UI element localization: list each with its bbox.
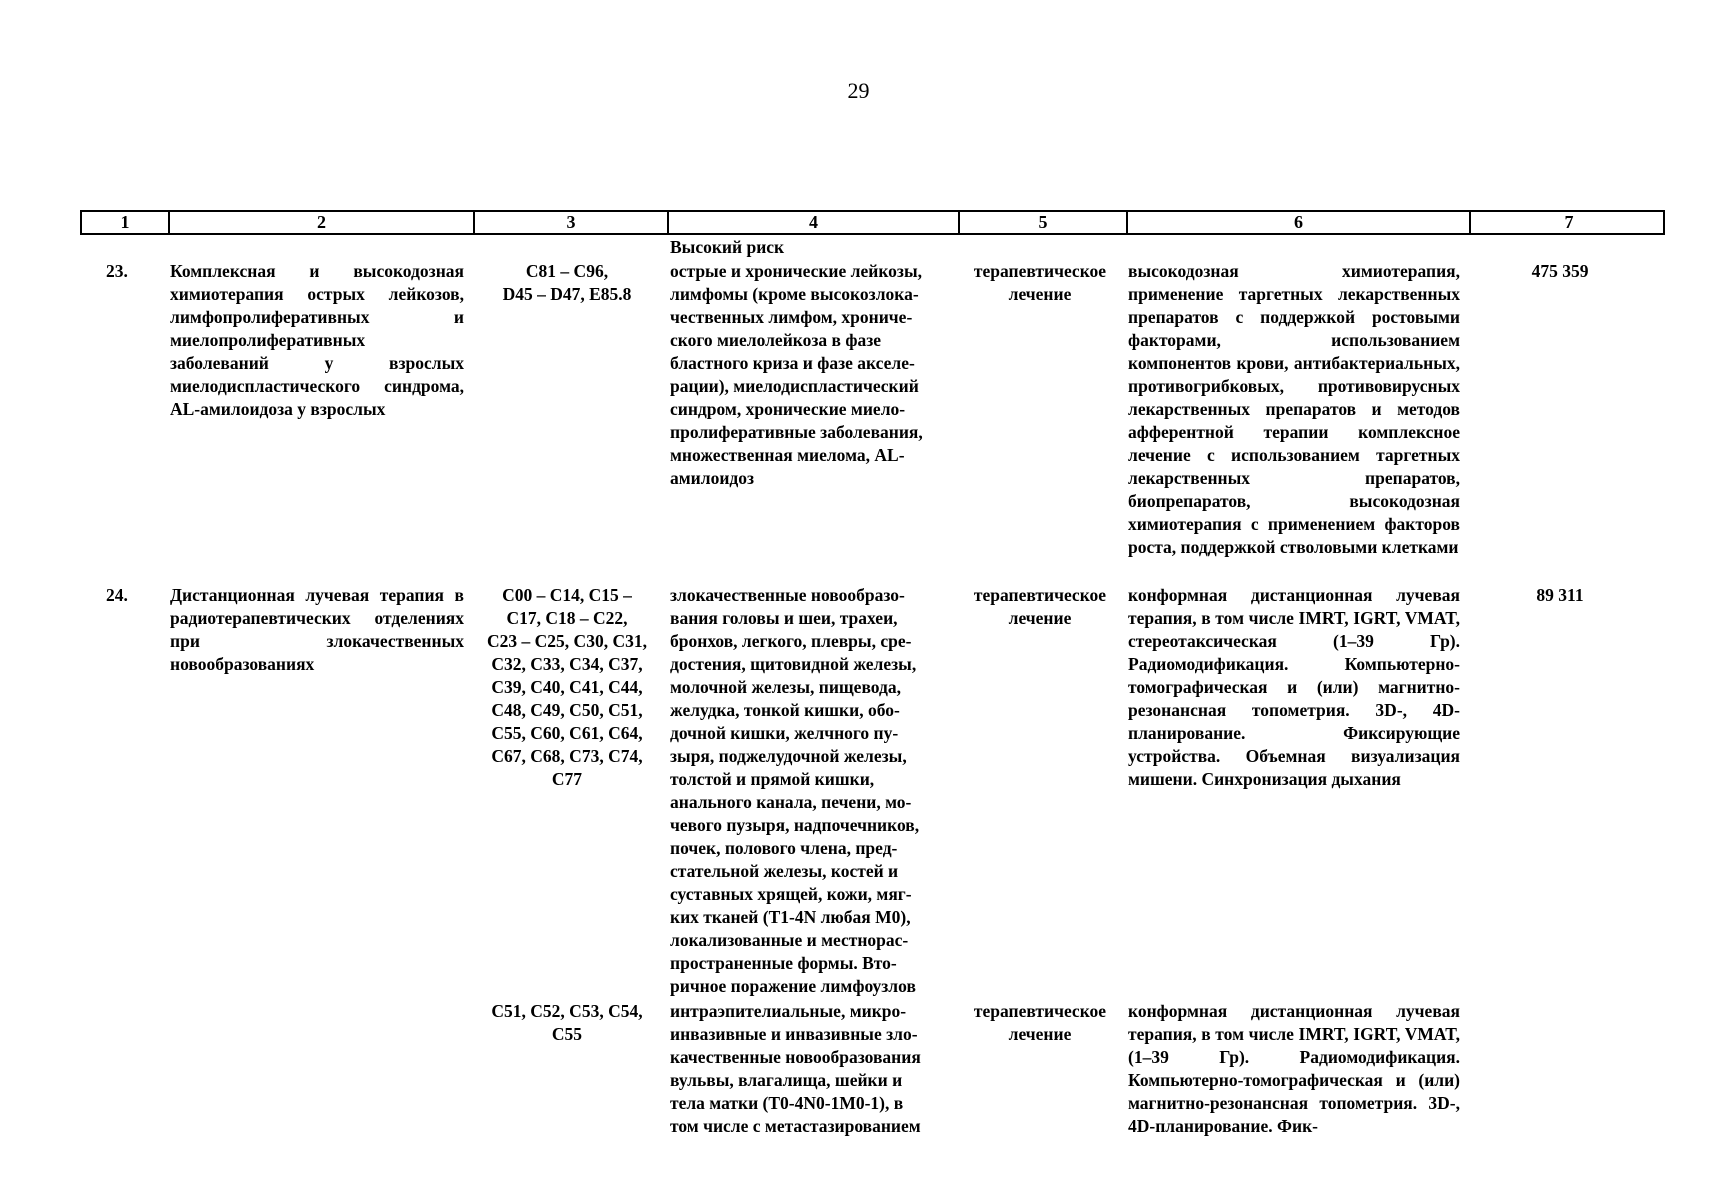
row-23-codes: C81 – C96, D45 – D47, E85.8 bbox=[502, 261, 632, 304]
row-23-number: 23. bbox=[106, 261, 128, 281]
row-24-treatment: терапевтическое лечение bbox=[973, 585, 1107, 628]
row-24b-model: интраэпителиальные, микро- инвазивные и инвазивные зло- качественные новообразования вульвы, влагалища, шейки и тела матки (T0-4N0-1M0-1), в том числе с метастазированием bbox=[670, 1001, 921, 1136]
column-header-5: 5 bbox=[958, 212, 1126, 233]
column-header-row bbox=[80, 210, 1665, 235]
row-24b-treatment: терапевтическое лечение bbox=[973, 1001, 1107, 1044]
column-header-1: 1 bbox=[120, 212, 130, 232]
row-23-name: Комплексная и высокодозная химиотерапия острых лейкозов, лимфопролиферативных и миелопролиферативных заболеваний у взрослых миелодиспластического синдрома, AL-амилоидоза у взрослых bbox=[170, 261, 464, 419]
column-header-7: 7 bbox=[1469, 212, 1667, 233]
column-header-6: 6 bbox=[1126, 212, 1469, 233]
row-24-number: 24. bbox=[106, 585, 128, 605]
row-23-treatment: терапевтическое лечение bbox=[973, 261, 1107, 304]
column-header-2: 2 bbox=[168, 212, 473, 233]
row-24-name: Дистанционная лучевая терапия в радиотерапевтических отделениях при злокачественных новообразованиях bbox=[170, 585, 464, 674]
row-24b-method: конформная дистанционная лучевая терапия, в том числе IMRT, IGRT, VMAT, (1–39 Гр). Радиомодификация. Компьютерно-томографическая и (или) магнитно-резонансная топометрия. 3D-, 4D-планирование. Фик- bbox=[1128, 1001, 1460, 1136]
group-label: Высокий риск bbox=[670, 237, 785, 257]
row-24-cost: 89 311 bbox=[1536, 585, 1584, 605]
row-23-cost: 475 359 bbox=[1531, 261, 1589, 281]
row-24-model: злокачественные новообразо- вания головы и шеи, трахеи, бронхов, легкого, плевры, сре- достения, щитовидной железы, молочной железы, пищевода, желудка, тонкой кишки, обо- дочной кишки, желчного пу- зыря, поджелудочной железы, толстой и прямой кишки, анального канала, печени, мо- чевого пузыря, надпочечников, почек, полового члена, пред- стательной железы, костей и суставных хрящей, кожи, мяг- ких тканей (T1-4N любая M0), локализованные и местнорас- пространенные формы. Вто- ричное поражение лимфоузлов bbox=[670, 585, 920, 996]
page-number: 29 bbox=[847, 78, 870, 103]
row-24-codes: C00 – C14, C15 – C17, C18 – C22, C23 – C25, C30, C31, C32, C33, C34, C37, C39, C40, C41, C44, C48, C49, C50, C51, C55, C60, C61, C64, C67, C68, C73, C74, C77 bbox=[487, 585, 647, 789]
row-23-method: высокодозная химиотерапия, применение таргетных лекарственных препаратов с поддержкой ростовыми факторами, использованием компонентов крови, антибактериальных, противогрибковых, противовирусных лекарственных препаратов и методов афферентной терапии комплексное лечение с использованием таргетных лекарственных препаратов, биопрепаратов, высокодозная химиотерапия с применением факторов роста, поддержкой стволовыми клетками bbox=[1128, 261, 1460, 557]
column-header-3: 3 bbox=[473, 212, 667, 233]
column-header-4: 4 bbox=[667, 212, 958, 233]
row-24b-codes: C51, C52, C53, C54, C55 bbox=[491, 1001, 643, 1044]
row-24-method: конформная дистанционная лучевая терапия, в том числе IMRT, IGRT, VMAT, стереотаксическая (1–39 Гр). Радиомодификация. Компьютерно-томографическая и (или) магнитно-резонансная топометрия. 3D-, 4D-планирование. Фиксирующие устройства. Объемная визуализация мишени. Синхронизация дыхания bbox=[1128, 585, 1460, 789]
row-23-model: острые и хронические лейкозы, лимфомы (кроме высокозлока- чественных лимфом, хрониче- ского миелолейкоза в фазе бластного криза и фазе акселе- рации), миелодиспластический синдром, хронические миело- пролиферативные заболевания, множественная миелома, AL- амилоидоз bbox=[670, 261, 923, 488]
